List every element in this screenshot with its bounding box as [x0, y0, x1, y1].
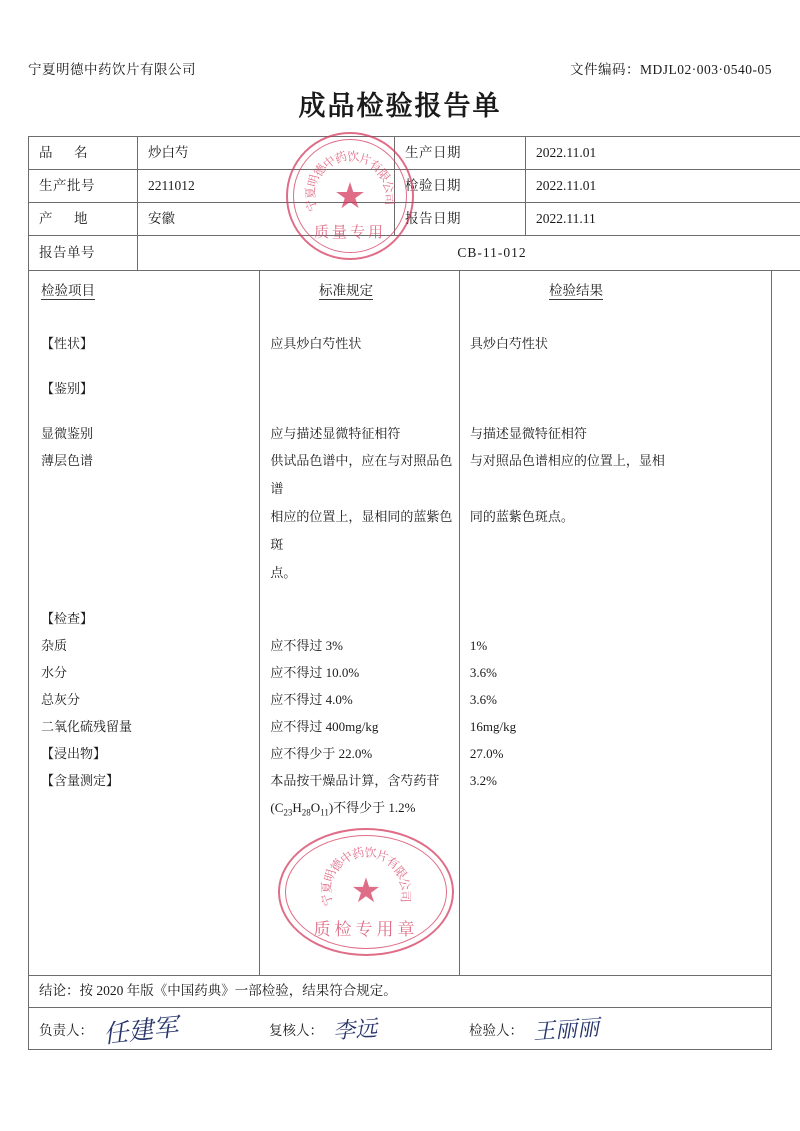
row-spacer [29, 587, 771, 605]
stamp-arc-char: 宁 [318, 891, 336, 908]
row-item [29, 794, 258, 827]
doc-code [570, 58, 772, 78]
stamp-arc-char: 药 [350, 844, 367, 862]
row-result: 27.0% [469, 746, 504, 761]
product-name-value: 炒白芍 [138, 137, 395, 170]
row-item: 水分 [41, 665, 68, 680]
inspector-label: 检验人： [469, 1022, 523, 1038]
signature-row [28, 1008, 772, 1050]
row-item: 杂质 [41, 638, 68, 653]
table-row [29, 420, 771, 447]
stamp-arc-char: 片 [374, 847, 391, 865]
inspection-table [28, 270, 772, 976]
stamp-arc-char: 片 [357, 151, 373, 168]
row-item: 【性状】 [41, 336, 94, 351]
stamp-bottom-text: 质量专用 [313, 225, 386, 241]
origin-label: 产 地 [29, 203, 138, 236]
stamp-star-icon: ★ [333, 176, 367, 216]
batch-label: 生产批号 [29, 170, 138, 203]
table-row [29, 170, 800, 203]
row-result: 与描述显微特征相符 [469, 426, 587, 441]
table-row [29, 137, 800, 170]
stamp-arc-char: 夏 [319, 881, 335, 894]
stamp-star-icon: ★ [350, 873, 382, 910]
row-result: 3.6% [469, 665, 497, 680]
table-row [29, 659, 771, 686]
stamp-arc-char: 药 [332, 148, 350, 167]
row-standard: 应不得过 10.0% [270, 665, 360, 680]
row-result: 同的蓝紫色斑点。 [469, 509, 574, 524]
conclusion: 结论：按 2020 年版《中国药典》一部检验，结果符合规定。 [28, 976, 772, 1008]
row-spacer [29, 357, 771, 375]
stamp-arc-char: 德 [327, 856, 347, 875]
row-standard: 应与描述显微特征相符 [270, 426, 401, 441]
review-value: 李远 [332, 1016, 378, 1045]
stamp-arc-char: 明 [321, 867, 339, 884]
inspect-date-value: 2022.11.01 [526, 170, 800, 203]
stamp-arc-char: 夏 [303, 186, 319, 200]
stamp-arc-char: 饮 [364, 845, 377, 861]
table-row [29, 605, 771, 632]
table-row [29, 375, 771, 402]
row-standard: 应具炒白芍性状 [270, 336, 362, 351]
row-result [458, 559, 771, 587]
stamp-arc-char: 公 [379, 178, 398, 196]
row-result: 16mg/kg [469, 719, 517, 734]
row-standard: 应不得过 4.0% [270, 692, 353, 707]
table-row [29, 559, 771, 587]
stamp-arc-char: 明 [305, 173, 322, 189]
stamp-bottom-text: 质检专用章 [313, 920, 419, 939]
row-result [458, 605, 771, 632]
doc-code-value: MDJL02·003·0540-05 [640, 62, 772, 77]
table-row [29, 203, 800, 236]
row-item: 【含量测定】 [41, 773, 120, 788]
row-result [458, 794, 771, 827]
responsible-value: 任建军 [101, 1011, 180, 1049]
inspector-signature [459, 1008, 771, 1049]
row-spacer [29, 402, 771, 420]
row-item: 【检查】 [41, 611, 94, 626]
col-header-standard: 标准规定 [319, 283, 373, 298]
row-spacer [29, 312, 771, 330]
col-header-result: 检验结果 [549, 283, 603, 298]
table-row [29, 686, 771, 713]
report-date-value: 2022.11.11 [526, 203, 800, 236]
review-signature [259, 1008, 459, 1049]
table-row [29, 740, 771, 767]
responsible-label: 负责人： [39, 1022, 93, 1038]
row-item: 薄层色谱 [41, 453, 94, 468]
table-row [29, 632, 771, 659]
stamp-arc-char: 有 [383, 853, 402, 873]
review-label: 复核人： [269, 1022, 323, 1038]
stamp-arc-char: 限 [374, 166, 393, 185]
row-standard: 相应的位置上，显相同的蓝紫色斑 [270, 509, 453, 552]
batch-value: 2211012 [138, 170, 395, 203]
stamp-arc-char: 饮 [346, 149, 360, 165]
row-standard: $(C_{23}H_{28}O_{11})$不得少于 1.2% [270, 800, 416, 818]
product-name-label: 品 名 [29, 137, 138, 170]
stamp-arc-char: 中 [337, 848, 356, 867]
inspection-rows [29, 312, 771, 827]
row-standard: 点。 [270, 565, 297, 580]
row-item: 二氧化硫残留量 [41, 719, 133, 734]
doc-code-label: 文件编码： [570, 62, 640, 77]
origin-value: 安徽 [138, 203, 395, 236]
report-date-label: 报告日期 [395, 203, 526, 236]
stamp-arc-char: 司 [397, 890, 413, 903]
row-standard [258, 375, 457, 402]
responsible-signature [29, 1008, 259, 1049]
row-standard: 供试品色谱中，应在与对照品色谱 [270, 453, 453, 496]
table-row [29, 767, 771, 794]
table-row [29, 236, 800, 271]
row-result: 3.6% [469, 692, 497, 707]
table-row [29, 794, 771, 827]
stamp-arc-char: 司 [381, 192, 397, 206]
row-standard: 本品按干燥品计算，含芍药苷 [270, 773, 440, 788]
report-no-value: CB-11-012 [138, 236, 800, 271]
report-no-label: 报告单号 [29, 236, 138, 271]
stamp-arc-char: 有 [366, 156, 385, 176]
production-date-value: 2022.11.01 [526, 137, 800, 170]
stamp-arc-char: 限 [391, 863, 410, 882]
row-item [29, 559, 258, 587]
table-row [29, 447, 771, 503]
row-standard: 应不得过 3% [270, 638, 343, 653]
inspector-value: 王丽丽 [532, 1015, 600, 1046]
row-standard: 应不得过 400mg/kg [270, 719, 379, 734]
stamp-arc-char: 德 [310, 161, 330, 180]
row-item: 总灰分 [41, 692, 81, 707]
row-standard: 应不得少于 22.0% [270, 746, 373, 761]
info-table [28, 136, 800, 271]
row-result: 3.2% [469, 773, 497, 788]
row-result: 与对照品色谱相应的位置上，显相 [469, 453, 665, 468]
row-result: 具炒白芍性状 [469, 336, 548, 351]
row-result: 1% [469, 638, 488, 653]
header [28, 58, 772, 78]
row-standard [258, 605, 457, 632]
row-result [458, 375, 771, 402]
row-item: 【浸出物】 [41, 746, 107, 761]
stamp-arc-char: 公 [396, 876, 414, 893]
table-row [29, 713, 771, 740]
production-date-label: 生产日期 [395, 137, 526, 170]
inspect-date-label: 检验日期 [395, 170, 526, 203]
stamp-arc-char: 中 [320, 153, 339, 172]
row-item [29, 503, 258, 559]
stamp-arc-char: 宁 [302, 196, 321, 214]
table-row [29, 330, 771, 357]
page-title: 成品检验报告单 [298, 91, 502, 121]
row-item: 显微鉴别 [41, 426, 94, 441]
table-row [29, 503, 771, 559]
row-item: 【鉴别】 [41, 381, 94, 396]
company-name: 宁夏明德中药饮片有限公司 [28, 62, 196, 77]
col-header-item: 检验项目 [41, 283, 95, 298]
